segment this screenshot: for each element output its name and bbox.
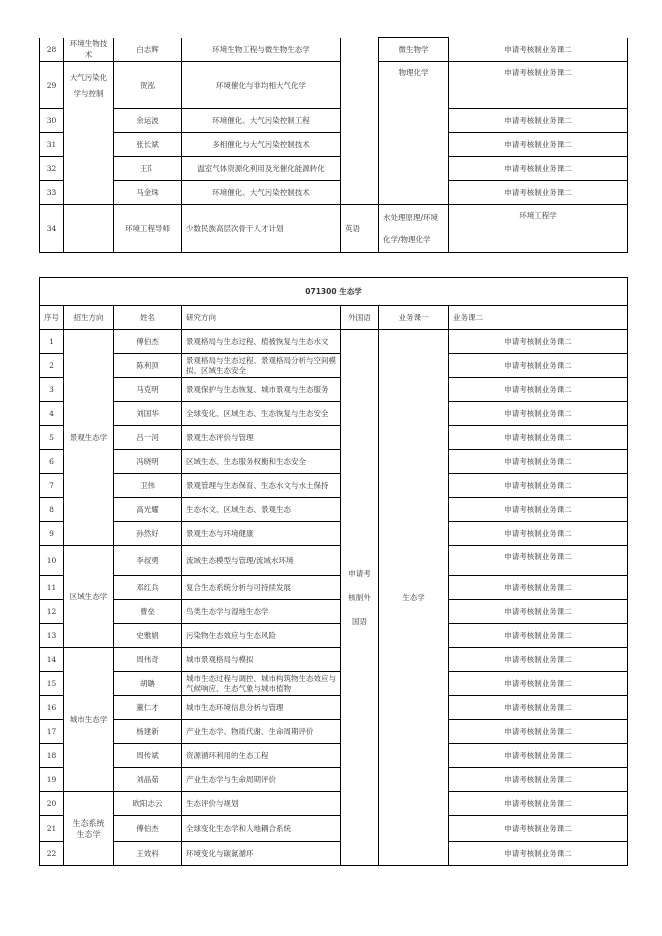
table-row (40, 354, 628, 378)
header-language: 外国语 (341, 306, 379, 330)
header-name: 姓名 (114, 306, 182, 330)
advisor-name: 胡聃 (114, 672, 182, 696)
research-direction: 城市生态环境信息分析与管理 (182, 696, 341, 720)
advisor-name: 史雅娟 (114, 624, 182, 648)
enrollment-direction-landscape: 景观生态学 (64, 330, 114, 546)
table-row (40, 426, 628, 450)
course-two: 申请考核制业务课二 (449, 498, 628, 522)
advisor-name: 邓红兵 (114, 576, 182, 600)
research-direction: 全球变化、区域生态、生态恢复与生态安全 (182, 402, 341, 426)
table-row (40, 498, 628, 522)
table-row (40, 181, 628, 205)
course-two: 申请考核制业务课二 (449, 109, 628, 133)
advisor-name: 环境工程导师 (114, 205, 182, 253)
table-row (40, 546, 628, 576)
table-row (40, 402, 628, 426)
row-number: 12 (40, 600, 64, 624)
advisor-name: 欧阳志云 (114, 792, 182, 816)
enrollment-direction: 环境生物技术 (64, 38, 114, 62)
advisor-name: 周传斌 (114, 744, 182, 768)
course-two: 申请考核制业务课二 (449, 62, 628, 109)
row-number: 7 (40, 474, 64, 498)
table-row (40, 600, 628, 624)
advisor-name: 白志辉 (114, 38, 182, 62)
advisor-name: 张长斌 (114, 133, 182, 157)
header-research: 研究方向 (182, 306, 341, 330)
row-number: 5 (40, 426, 64, 450)
research-direction: 景观生态与环境健康 (182, 522, 341, 546)
table-row (40, 62, 628, 109)
header-course-one: 业务课一 (379, 306, 449, 330)
language-line-2: 核制外 (348, 592, 371, 602)
course-two: 申请考核制业务课二 (449, 720, 628, 744)
course-two: 申请考核制业务课二 (449, 624, 628, 648)
row-number: 29 (40, 62, 64, 109)
advisor-name: 董仁才 (114, 696, 182, 720)
table-row (40, 768, 628, 792)
direction-line-1: 大气污染化 (69, 73, 108, 82)
advisor-name: 马克明 (114, 378, 182, 402)
row-number: 20 (40, 792, 64, 816)
research-direction: 景观管理与生态保育、生态水文与水土保持 (182, 474, 341, 498)
advisor-name: 贺泓 (114, 62, 182, 109)
advisor-name: 陈利顶 (114, 354, 182, 378)
header-direction: 招生方向 (64, 306, 114, 330)
table-row (40, 450, 628, 474)
research-direction: 景观格局与生态过程、景观格局分析与空间模拟、区域生态安全 (182, 354, 341, 378)
research-direction: 景观格局与生态过程、植被恢复与生态水文 (182, 330, 341, 354)
course-two: 申请考核制业务课二 (449, 378, 628, 402)
enrollment-direction-regional: 区域生态学 (64, 546, 114, 648)
enrollment-direction-ecosystem (64, 792, 114, 866)
course-two: 申请考核制业务课二 (449, 648, 628, 672)
research-direction: 全球变化生态学和人地耦合系统 (182, 816, 341, 842)
table-row (40, 792, 628, 816)
course-two: 申请考核制业务课二 (449, 744, 628, 768)
course-two: 申请考核制业务课二 (449, 450, 628, 474)
row-number: 33 (40, 181, 64, 205)
row-number: 9 (40, 522, 64, 546)
advisor-name: 曹垒 (114, 600, 182, 624)
table-row (40, 696, 628, 720)
table-row (40, 576, 628, 600)
direction-line-2: 生态学 (76, 829, 101, 839)
table-row (40, 816, 628, 842)
research-direction: 多相催化与大气污染控制技术 (182, 133, 341, 157)
course-two: 申请考核制业务课二 (449, 181, 628, 205)
course-two: 申请考核制业务课二 (449, 842, 628, 866)
course-two: 申请考核制业务课二 (449, 402, 628, 426)
research-direction: 环境催化、大气污染控制技术 (182, 181, 341, 205)
table-row (40, 522, 628, 546)
row-number: 21 (40, 816, 64, 842)
row-number: 3 (40, 378, 64, 402)
row-number: 14 (40, 648, 64, 672)
research-direction: 少数民族高层次骨干人才计划 (182, 205, 341, 253)
course-two: 申请考核制业务课二 (449, 696, 628, 720)
advisor-name: 吕一河 (114, 426, 182, 450)
course-two: 申请考核制业务课二 (449, 157, 628, 181)
research-direction: 复合生态系统分析与可持续发展 (182, 576, 341, 600)
row-number: 1 (40, 330, 64, 354)
row-number: 2 (40, 354, 64, 378)
course-one-line-1: 水处理原理/环境 (383, 212, 439, 222)
research-direction: 区域生态、生态服务权衡和生态安全 (182, 450, 341, 474)
course-two: 申请考核制业务课二 (449, 816, 628, 842)
foreign-language-merged (341, 38, 379, 205)
course-two: 申请考核制业务课二 (449, 792, 628, 816)
row-number: 32 (40, 157, 64, 181)
course-one: 微生物学 (379, 38, 449, 62)
table-row (40, 330, 628, 354)
advisor-name: 周伟奇 (114, 648, 182, 672)
research-direction: 环境变化与碳氮循环 (182, 842, 341, 866)
advisor-name: 卫伟 (114, 474, 182, 498)
row-number: 19 (40, 768, 64, 792)
language-line-3: 国语 (352, 616, 367, 626)
row-number: 28 (40, 38, 64, 62)
table-header-row (40, 306, 628, 330)
advisor-name: 傅伯杰 (114, 330, 182, 354)
advisor-name: 王阝 (114, 157, 182, 181)
course-two: 申请考核制业务课二 (449, 576, 628, 600)
table-row (40, 842, 628, 866)
advisor-name: 李叔勇 (114, 546, 182, 576)
course-two: 申请考核制业务课二 (449, 330, 628, 354)
row-number: 13 (40, 624, 64, 648)
table-row (40, 744, 628, 768)
course-two: 申请考核制业务课二 (449, 38, 628, 62)
row-number: 18 (40, 744, 64, 768)
research-direction: 环境催化、大气污染控制工程 (182, 109, 341, 133)
table-row (40, 720, 628, 744)
advisor-name: 高光耀 (114, 498, 182, 522)
research-direction: 产业生态学与生命周期评价 (182, 768, 341, 792)
advisor-name: 刘晶茹 (114, 768, 182, 792)
research-direction: 产业生态学、物质代谢、生命周期评价 (182, 720, 341, 744)
row-number: 8 (40, 498, 64, 522)
enrollment-direction-urban: 城市生态学 (64, 648, 114, 792)
course-two: 环境工程学 (449, 205, 628, 253)
row-number: 15 (40, 672, 64, 696)
row-number: 30 (40, 109, 64, 133)
direction-line-1: 生态系统 (72, 818, 105, 828)
row-number: 17 (40, 720, 64, 744)
research-direction: 环境生物工程与微生物生态学 (182, 38, 341, 62)
course-two: 申请考核制业务课二 (449, 133, 628, 157)
course-two: 申请考核制业务课二 (449, 522, 628, 546)
advisor-name: 冯晓明 (114, 450, 182, 474)
research-direction: 景观保护与生态恢复、城市景观与生态服务 (182, 378, 341, 402)
research-direction: 生态水文、区域生态、景观生态 (182, 498, 341, 522)
table-row (40, 157, 628, 181)
research-direction: 流域生态模型与管理/流域水环境 (182, 546, 341, 576)
course-one: 物理化学 (379, 62, 449, 205)
row-number: 16 (40, 696, 64, 720)
row-number: 4 (40, 402, 64, 426)
course-two: 申请考核制业务课二 (449, 546, 628, 576)
course-one-merged: 生态学 (379, 330, 449, 866)
row-number: 6 (40, 450, 64, 474)
advisor-name: 刘国华 (114, 402, 182, 426)
course-one (379, 205, 449, 253)
course-two: 申请考核制业务课二 (449, 354, 628, 378)
course-one-line-2: 化学/物理化学 (383, 234, 431, 244)
research-direction: 污染物生态效应与生态风险 (182, 624, 341, 648)
table-row (40, 648, 628, 672)
row-number: 11 (40, 576, 64, 600)
research-direction: 城市景观格局与模拟 (182, 648, 341, 672)
course-two: 申请考核制业务课二 (449, 672, 628, 696)
course-two: 申请考核制业务课二 (449, 600, 628, 624)
advisor-name: 余运波 (114, 109, 182, 133)
research-direction: 鸟类生态学与湿地生态学 (182, 600, 341, 624)
research-direction: 城市生态过程与调控、城市构筑物生态效应与气候响应、生态气象与城市植物 (182, 672, 341, 696)
research-direction: 温室气体资源化利用及光催化能源转化 (182, 157, 341, 181)
advisor-name: 马金珠 (114, 181, 182, 205)
research-direction: 资源循环利用的生态工程 (182, 744, 341, 768)
environmental-engineering-table-continued (39, 37, 628, 253)
enrollment-direction (64, 62, 114, 205)
advisor-name: 孙然好 (114, 522, 182, 546)
header-number: 序号 (40, 306, 64, 330)
table-row (40, 624, 628, 648)
direction-line-2: 学与控制 (73, 89, 104, 98)
section-title: 071300 生态学 (40, 278, 628, 306)
advisor-name: 杨建新 (114, 720, 182, 744)
table-row (40, 378, 628, 402)
research-direction: 环境催化与非均相大气化学 (182, 62, 341, 109)
table-row (40, 672, 628, 696)
foreign-language: 英语 (341, 205, 379, 253)
row-number: 10 (40, 546, 64, 576)
research-direction: 景观生态评价与管理 (182, 426, 341, 450)
enrollment-direction (64, 205, 114, 253)
header-course-two: 业务课二 (449, 306, 628, 330)
row-number: 34 (40, 205, 64, 253)
course-two: 申请考核制业务课二 (449, 426, 628, 450)
advisor-name: 王效科 (114, 842, 182, 866)
ecology-table (39, 277, 628, 866)
table-row (40, 133, 628, 157)
foreign-language-merged (341, 330, 379, 866)
course-two: 申请考核制业务课二 (449, 474, 628, 498)
row-number: 22 (40, 842, 64, 866)
advisor-name: 傅伯杰 (114, 816, 182, 842)
table-row (40, 474, 628, 498)
table-row (40, 38, 628, 62)
table-row (40, 205, 628, 253)
research-direction: 生态评价与规划 (182, 792, 341, 816)
row-number: 31 (40, 133, 64, 157)
language-line-1: 申请考 (348, 568, 371, 578)
course-two: 申请考核制业务课二 (449, 768, 628, 792)
table-row (40, 109, 628, 133)
